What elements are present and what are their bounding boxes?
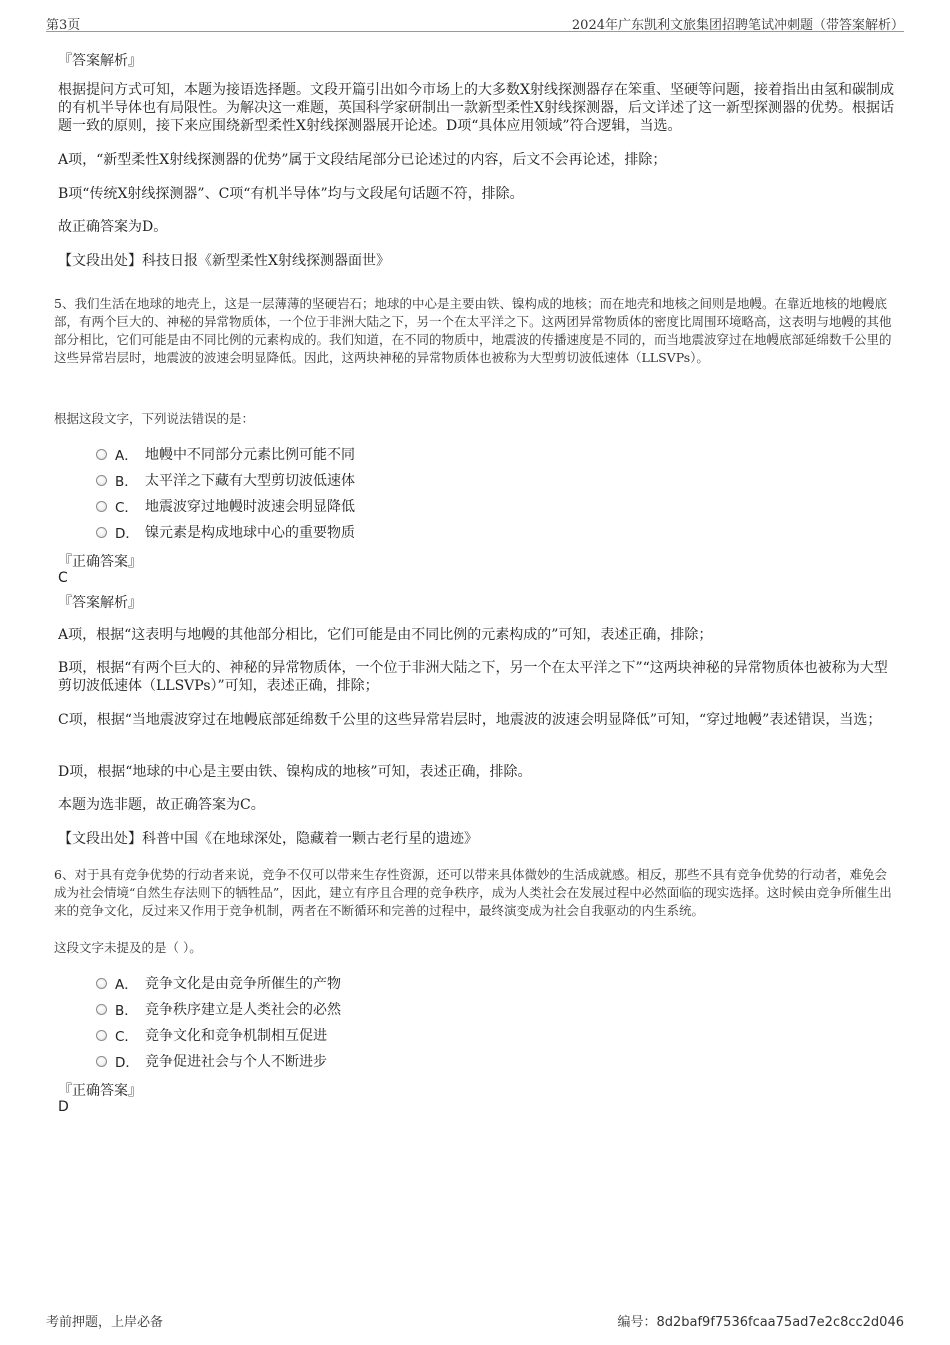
q4-analysis-paragraph-3: B项“传统X射线探测器”、C项“有机半导体”均与文段尾句话题不符，排除。 [58, 186, 524, 202]
document-title: 2024年广东凯利文旅集团招聘笔试冲刺题（带答案解析） [571, 18, 904, 33]
q5-analysis-b: B项，根据“有两个巨大的、神秘的异常物质体，一个位于非洲大陆之下，另一个在太平洋之下”“这两块神秘的异常物质体也被称为大型剪切波低速体（LLSVPs）”可知，表述正确，排除； [58, 660, 888, 694]
radio-button[interactable] [96, 1004, 107, 1015]
option-text: 竞争文化是由竞争所催生的产物 [145, 976, 341, 992]
footer-slogan: 考前押题，上岸必备 [46, 1315, 164, 1330]
q5-source: 【文段出处】科普中国《在地球深处，隐藏着一颗古老行星的遗迹》 [58, 831, 478, 847]
q6-stem: 6、对于具有竞争优势的行动者来说，竞争不仅可以带来生存性资源，还可以带来具体微妙的生活成就感。相反，那些不具有竞争优势的行动者，难免会成为社会情境“自然生存法则下的牺牲品”，因此，建立有序且合理的竞争秩序，成为人类社会在发展过程中必然面临的现实选择。这时候由竞争所催生出来的竞争文化，反过来又作用于竞争机制，两者在不断循环和完善的过程中，最终演变成为社会自我驱动的内生系统。 [54, 867, 892, 918]
radio-button[interactable] [96, 449, 107, 460]
q5-stem: 5、我们生活在地球的地壳上，这是一层薄薄的坚硬岩石；地球的中心是主要由铁、镍构成的地核；而在地壳和地核之间则是地幔。在靠近地核的地幔底部，有两个巨大的、神秘的异常物质体，一个位于非洲大陆之下，另一个在太平洋之下。这两团异常物质体的密度比周围环境略高，这表明与地幔的其他部分相比，它们可能是由不同比例的元素构成的。我们知道，在不同的物质中，地震波的传播速度是不同的，而当地震波穿过在地幔底部延绵数千公里的这些异常岩层时，地震波的波速会明显降低。因此，这两块神秘的异常物质体也被称为大型剪切波低速体（LLSVPs）。 [54, 296, 892, 365]
option-letter: D． [115, 1055, 139, 1071]
option-text: 竞争秩序建立是人类社会的必然 [145, 1002, 341, 1018]
page-number: 第3页 [46, 18, 81, 33]
q4-analysis-paragraph-1: 根据提问方式可知，本题为接语选择题。文段开篇引出如今市场上的大多数X射线探测器存在笨重、坚硬等问题，接着指出由氢和碳制成的有机半导体也有局限性。为解决这一难题，英国科学家研制出一款新型柔性X射线探测器，后文详述了这一新型探测器的优势。根据话题一致的原则，接下来应围绕新型柔性X射线探测器展开论述。D项“具体应用领域”符合逻辑，当选。 [58, 82, 894, 134]
code-label: 编号： [617, 1315, 657, 1330]
radio-button[interactable] [96, 501, 107, 512]
option-letter: B． [115, 1003, 138, 1019]
page-footer [46, 1311, 904, 1331]
radio-button[interactable] [96, 1056, 107, 1067]
q5-analysis-d: D项，根据“地球的中心是主要由铁、镍构成的地核”可知，表述正确，排除。 [58, 764, 532, 780]
q6-answer: D [58, 1099, 69, 1115]
option-letter: A． [115, 448, 138, 464]
option-letter: B． [115, 474, 138, 490]
option-text: 镍元素是构成地球中心的重要物质 [145, 525, 355, 541]
document-code [617, 1311, 904, 1330]
q4-analysis-paragraph-2: A项，“新型柔性X射线探测器的优势”属于文段结尾部分已论述过的内容，后文不会再论述，排除； [58, 152, 667, 168]
q5-answer: C [58, 570, 68, 586]
radio-button[interactable] [96, 1030, 107, 1041]
option-text: 地震波穿过地幔时波速会明显降低 [145, 499, 355, 515]
code-value: 8d2baf9f7536fcaa75ad7e2c8cc2d046 [656, 1315, 904, 1330]
option-text: 竞争促进社会与个人不断进步 [145, 1054, 327, 1070]
option-letter: A． [115, 977, 138, 993]
radio-button[interactable] [96, 527, 107, 538]
radio-button[interactable] [96, 978, 107, 989]
q4-analysis-label: 『答案解析』 [58, 53, 142, 69]
q4-source: 【文段出处】科技日报《新型柔性X射线探测器面世》 [58, 253, 390, 269]
option-letter: C． [115, 500, 138, 516]
q5-analysis-c: C项，根据“当地震波穿过在地幔底部延绵数千公里的这些异常岩层时，地震波的波速会明显降低”可知，“穿过地幔”表述错误，当选； [58, 712, 882, 728]
q5-question: 根据这段文字，下列说法错误的是： [54, 411, 255, 426]
option-text: 竞争文化和竞争机制相互促进 [145, 1028, 327, 1044]
option-letter: C． [115, 1029, 138, 1045]
q5-analysis-label: 『答案解析』 [58, 595, 142, 611]
q5-analysis-a: A项，根据“这表明与地幔的其他部分相比，它们可能是由不同比例的元素构成的”可知，表述正确，排除； [58, 627, 713, 643]
option-text: 太平洋之下藏有大型剪切波低速体 [145, 473, 355, 489]
option-text: 地幔中不同部分元素比例可能不同 [145, 447, 355, 463]
q5-answer-label: 『正确答案』 [58, 554, 142, 570]
q6-answer-label: 『正确答案』 [58, 1083, 142, 1099]
page-header [46, 12, 904, 32]
q4-conclusion: 故正确答案为D。 [58, 219, 168, 235]
option-letter: D． [115, 526, 139, 542]
radio-button[interactable] [96, 475, 107, 486]
q6-question: 这段文字未提及的是（ ）。 [54, 940, 202, 955]
q5-conclusion: 本题为选非题，故正确答案为C。 [58, 797, 265, 813]
